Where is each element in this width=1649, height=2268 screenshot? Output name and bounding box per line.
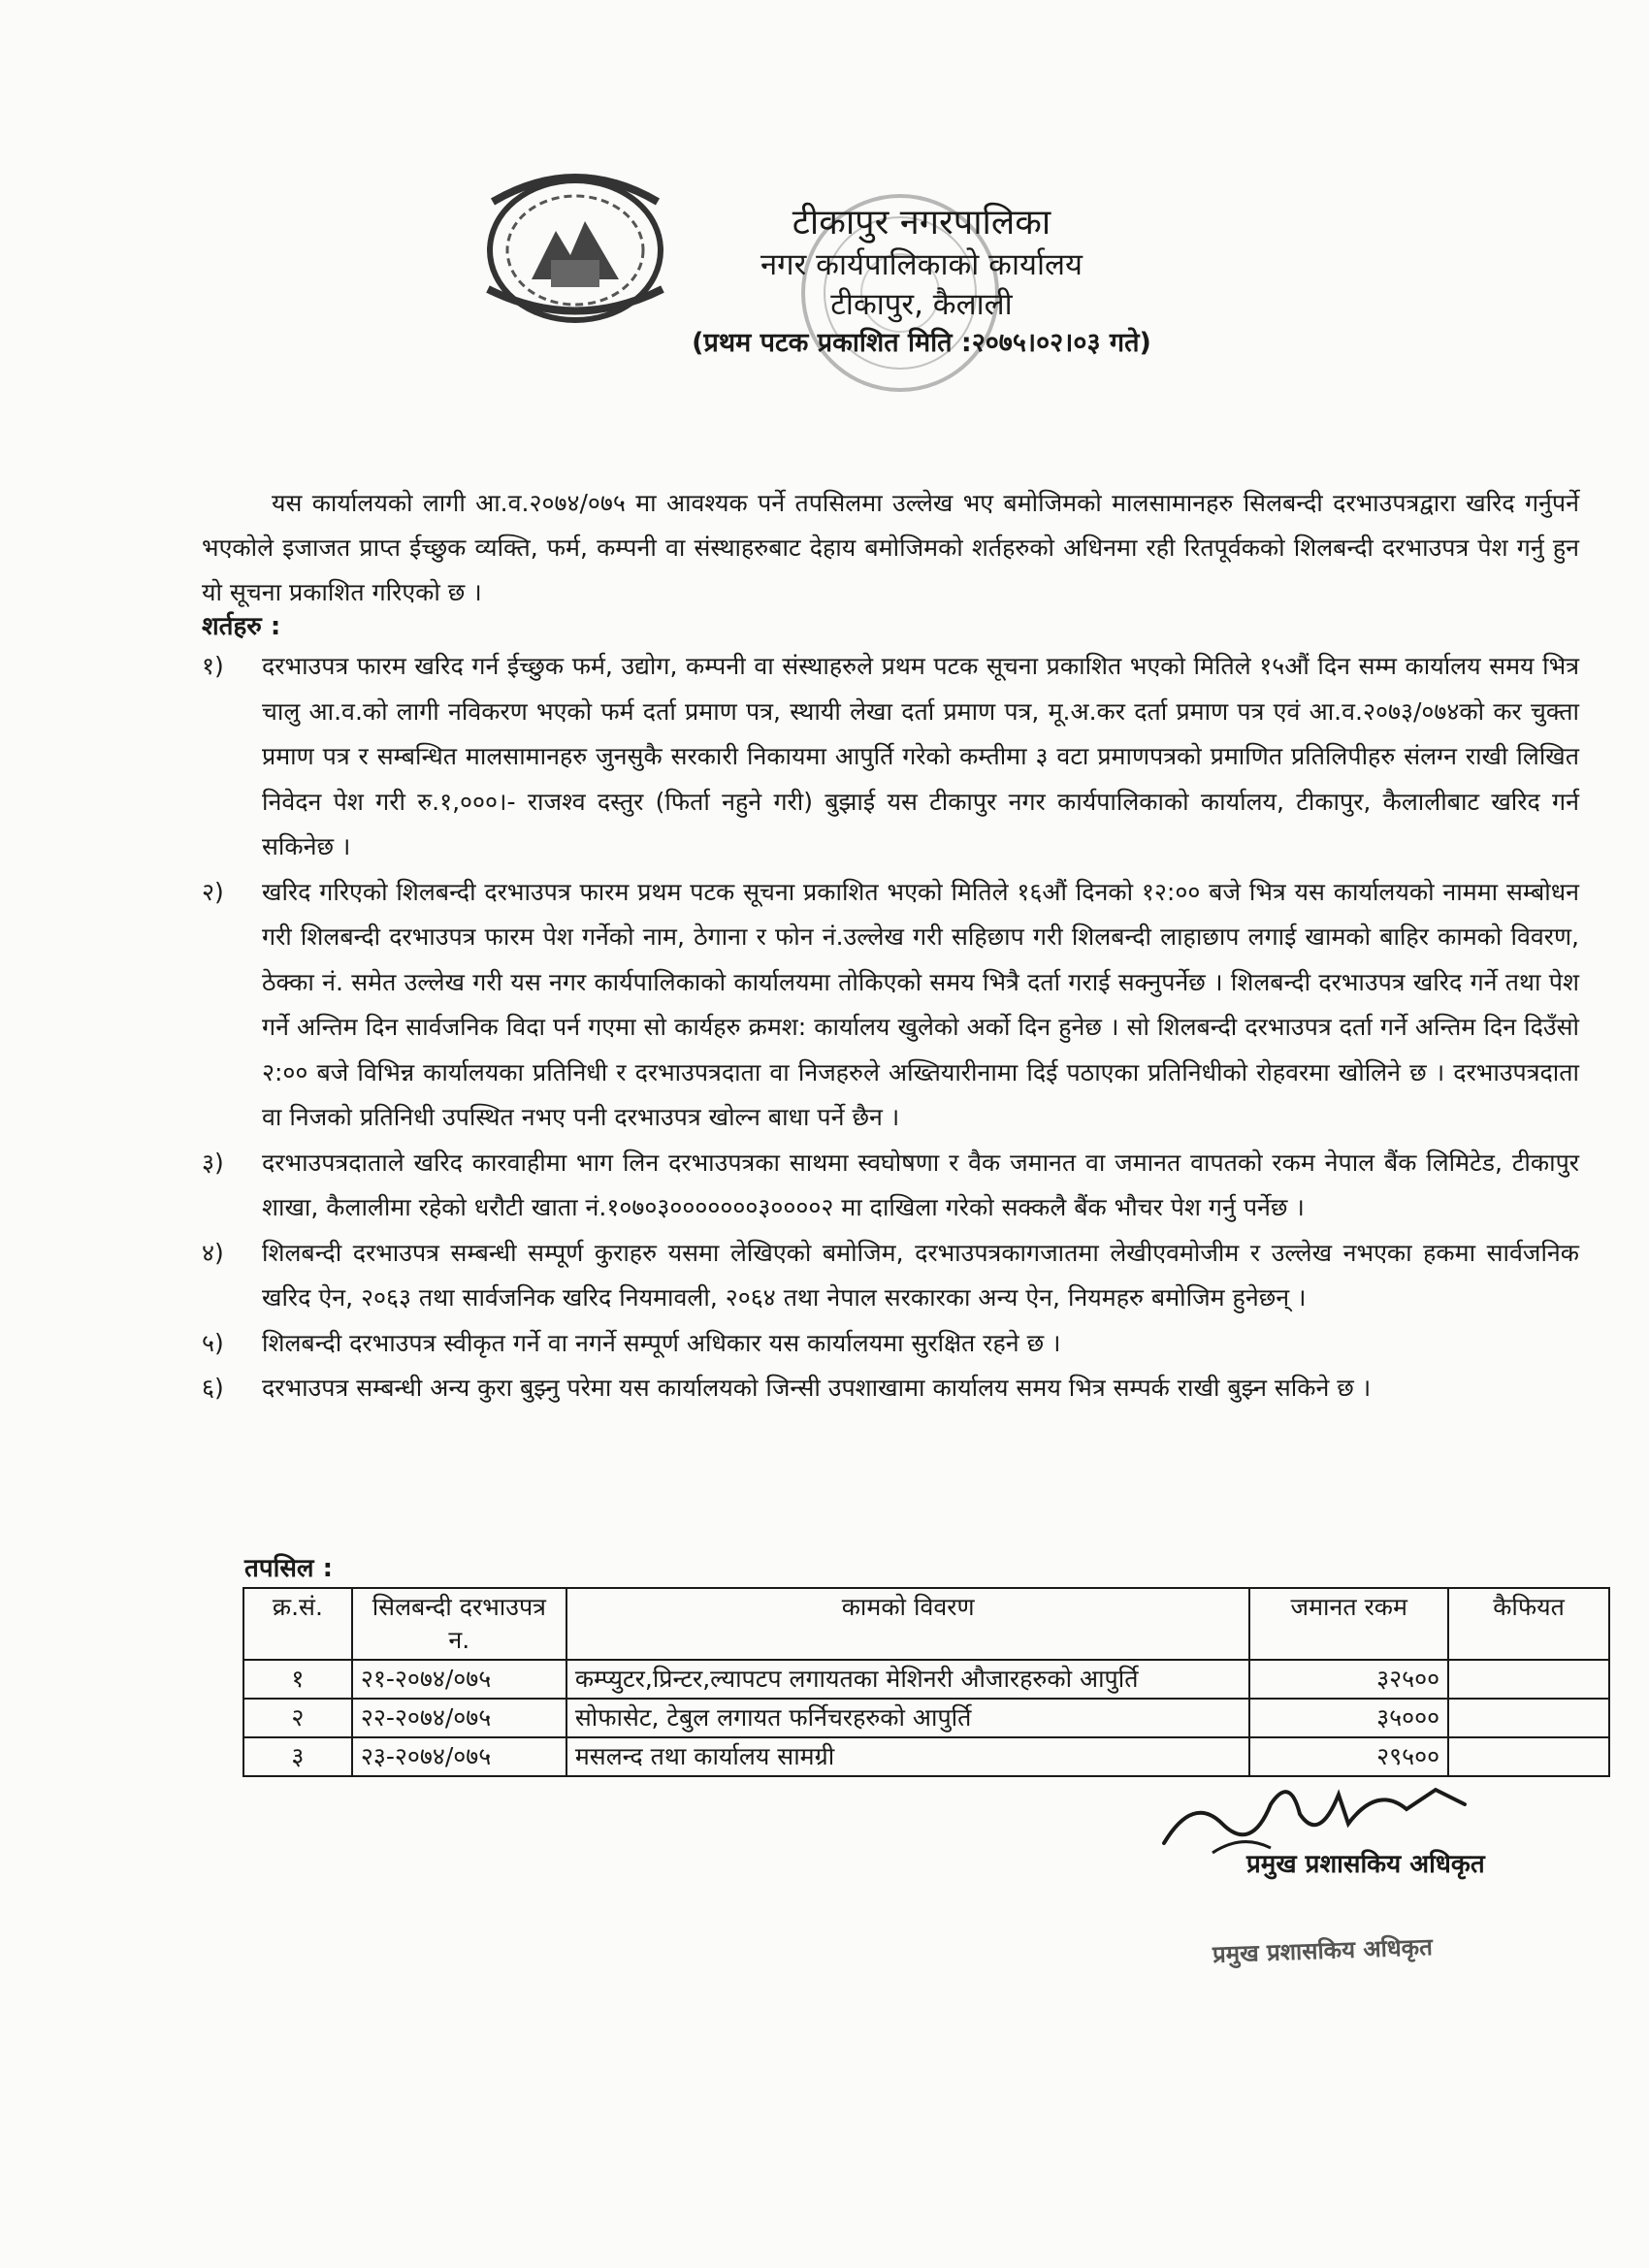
term-text: शिलबन्दी दरभाउपत्र सम्बन्धी सम्पूर्ण कुराहरु यसमा लेखिएको बमोजिम, दरभाउपत्रकागजातमा लेखीएवमोजीम र उल्लेख नभएका हकमा सार्वजनिक खरिद ऐन, २०६३ तथा सार्वजनिक खरिद नियमावली, २०६४ तथा नेपाल सरकारका अन्य ऐन, नियमहरु बमोजिम हुनेछन् । [262,1238,1579,1312]
term-item [202,1366,1579,1411]
table-row [243,1699,1609,1737]
signatory-title: प्रमुख प्रशासकिय अधिकृत [1246,1850,1485,1879]
municipality-name: टीकापुर नगरपालिका [792,203,1051,243]
cell-description: मसलन्द तथा कार्यालय सामग्री [566,1737,1250,1776]
term-text: शिलबन्दी दरभाउपत्र स्वीकृत गर्ने वा नगर्ने सम्पूर्ण अधिकार यस कार्यालयमा सुरक्षित रहने छ । [262,1328,1061,1357]
cell-tender-no: २३-२०७४/०७५ [352,1737,566,1776]
term-text: खरिद गरिएको शिलबन्दी दरभाउपत्र फारम प्रथम पटक सूचना प्रकाशित भएको मितिले १६औं दिनको १२:०० बजे भित्र यस कार्यालयको नाममा सम्बोधन गरी शिलबन्दी दरभाउपत्र फारम पेश गर्नेको नाम, ठेगाना र फोन नं.उल्लेख गरी सहिछाप गरी शिलबन्दी लाहाछाप लगाई खामको बाहिर कामको विवरण, ठेक्का नं. समेत उल्लेख गरी यस नगर कार्यपालिकाको कार्यालयमा तोकिएको समय भित्रै दर्ता गराई सक्नुपर्नेछ । शिलबन्दी दरभाउपत्र खरिद गर्ने तथा पेश गर्ने अन्तिम दिन सार्वजनिक विदा पर्न गएमा सो कार्यहरु क्रमश: कार्यालय खुलेको अर्को दिन हुनेछ । सो शिलबन्दी दरभाउपत्र दर्ता गर्ने अन्तिम दिन दिउँसो २:०० बजे विभिन्न कार्यालयका प्रतिनिधी र दरभाउपत्रदाता वा निजहरुले अख्तियारीनामा दिई पठाएका प्रतिनिधीको रोहवरमा खोलिने छ । दरभाउपत्रदाता वा निजको प्रतिनिधी उपस्थित नभए पनी दरभाउपत्र खोल्न बाधा पर्ने छैन । [262,877,1579,1131]
term-text: दरभाउपत्र सम्बन्धी अन्य कुरा बुझ्नु परेमा यस कार्यालयको जिन्सी उपशाखामा कार्यालय समय भित्र सम्पर्क राखी बुझ्न सकिने छ । [262,1374,1372,1402]
terms-list [202,644,1579,1411]
term-item [202,1141,1579,1231]
term-text: दरभाउपत्र फारम खरिद गर्न ईच्छुक फर्म, उद्योग, कम्पनी वा संस्थाहरुले प्रथम पटक सूचना प्रकाशित भएको मितिले १५औं दिन सम्म कार्यालय समय भित्र चालु आ.व.को लागी नविकरण भएको फर्म दर्ता प्रमाण पत्र, स्थायी लेखा दर्ता प्रमाण पत्र, मू.अ.कर दर्ता प्रमाण पत्र एवं आ.व.२०७३/०७४को कर चुक्ता प्रमाण पत्र र सम्बन्धित मालसामानहरु जुनसुकै सरकारी निकायमा आपुर्ति गरेको कम्तीमा ३ वटा प्रमाणपत्रको प्रमाणित प्रतिलिपीहरु संलग्न राखी लिखित निवेदन पेश गरी रु.१,०००।- राजश्व दस्तुर (फिर्ता नहुने गरी) बुझाई यस टीकापुर नगर कार्यपालिकाको कार्यालय, टीकापुर, कैलालीबाट खरिद गर्न सकिनेछ । [262,652,1579,860]
term-item [202,644,1579,870]
cell-tender-no: २२-२०७४/०७५ [352,1699,566,1737]
cell-tender-no: २१-२०७४/०७५ [352,1660,566,1699]
term-item [202,1321,1579,1367]
cell-description: कम्प्युटर,प्रिन्टर,ल्यापटप लगायतका मेशिनरी औजारहरुको आपुर्ति [566,1660,1250,1699]
table-row [243,1660,1609,1699]
terms-heading: शर्तहरु : [202,612,281,641]
term-item [202,1231,1579,1321]
schedule-title: तपसिल : [244,1554,333,1583]
term-number: ३) [202,1148,224,1177]
term-number: ४) [202,1238,224,1267]
table-header-row [243,1588,1609,1660]
header-remarks: कैफियत [1448,1588,1609,1660]
cell-description: सोफासेट, टेबुल लगायत फर्निचरहरुको आपुर्ति [566,1699,1250,1737]
office-location: टीकापुर, कैलाली [830,287,1013,322]
term-text: दरभाउपत्रदाताले खरिद कारवाहीमा भाग लिन दरभाउपत्रका साथमा स्वघोषणा र वैक जमानत वा जमानत वापतको रकम नेपाल बैंक लिमिटेड, टीकापुर शाखा, कैलालीमा रहेको धरौटी खाता नं.१०७०३०००००००३००००२ मा दाखिला गरेको सक्कलै बैंक भौचर पेश गर्नु पर्नेछ । [262,1148,1579,1221]
office-name: नगर कार्यपालिकाको कार्यालय [760,247,1083,282]
cell-sn: ३ [243,1737,352,1776]
header-sn: क्र.सं. [243,1588,352,1660]
cell-security: २९५०० [1249,1737,1448,1776]
publication-date: (प्रथम पटक प्रकाशित मिति :२०७५।०२।०३ गते) [692,328,1151,358]
cell-sn: २ [243,1699,352,1737]
term-number: ६) [202,1374,224,1402]
signatory-stamp: प्रमुख प्रशासकिय अधिकृत [1212,1933,1434,1968]
intro-paragraph [202,481,1579,615]
term-number: १) [202,652,224,680]
cell-remarks [1448,1660,1609,1699]
office-header [582,202,1261,363]
term-number: २) [202,877,224,906]
header-security: जमानत रकम [1249,1588,1448,1660]
intro-text: यस कार्यालयको लागी आ.व.२०७४/०७५ मा आवश्यक पर्ने तपसिलमा उल्लेख भए बमोजिमको मालसामानहरु सिलबन्दी दरभाउपत्रद्वारा खरिद गर्नुपर्ने भएकोले इजाजत प्राप्त ईच्छुक व्यक्ति, फर्म, कम्पनी वा संस्थाहरुबाट देहाय बमोजिमको शर्तहरुको अधिनमा रही रितपूर्वकको शिलबन्दी दरभाउपत्र पेश गर्नु हुन यो सूचना प्रकाशित गरिएको छ । [202,489,1579,606]
header-tender-no: सिलबन्दी दरभाउपत्र न. [352,1588,566,1660]
cell-security: ३५००० [1249,1699,1448,1737]
cell-security: ३२५०० [1249,1660,1448,1699]
term-item [202,870,1579,1141]
header-description: कामको विवरण [566,1588,1250,1660]
cell-remarks [1448,1699,1609,1737]
cell-sn: १ [243,1660,352,1699]
term-number: ५) [202,1328,224,1357]
schedule-table [242,1587,1610,1777]
